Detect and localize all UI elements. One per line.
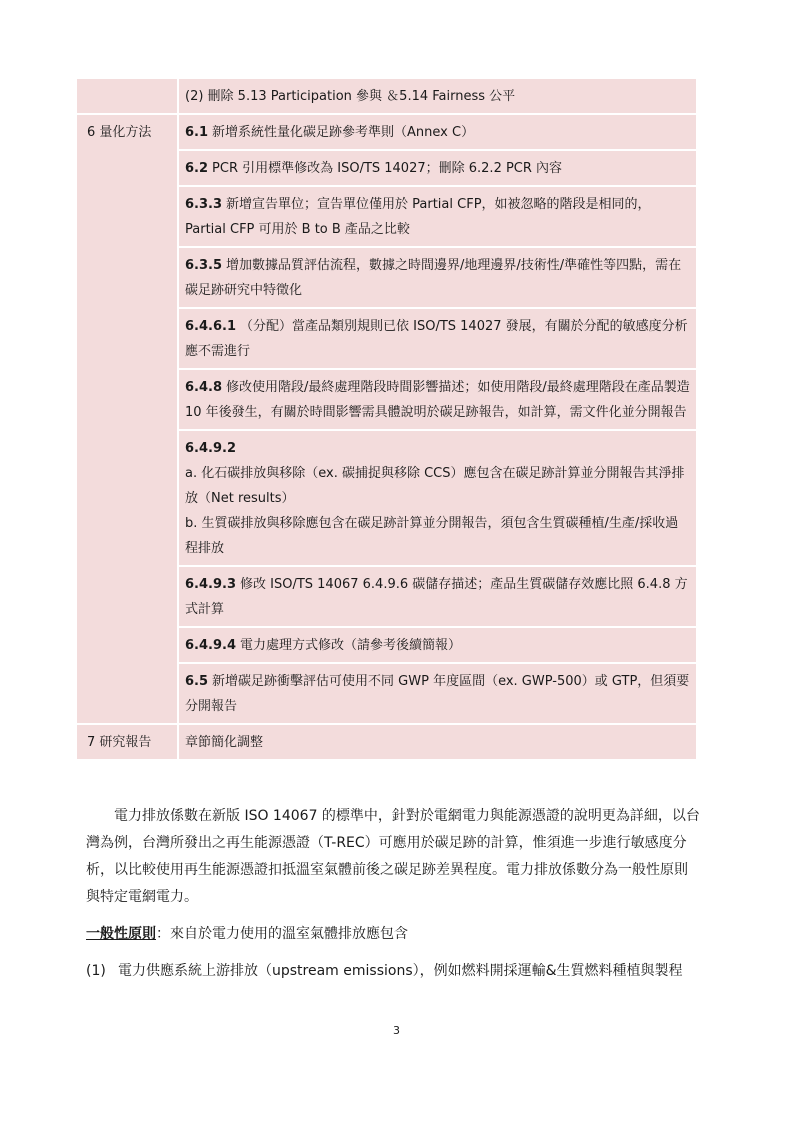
clause-line: a. 化石碳排放與移除（ex. 碳捕捉與移除 CCS）應包含在碳足跡計算並分開報告其淨排放（Net results） bbox=[185, 466, 685, 506]
change-cell bbox=[178, 150, 697, 186]
list-number: (1) bbox=[86, 963, 106, 979]
clause-code: 6.1 bbox=[185, 125, 209, 140]
clause-code: 6.4.9.3 bbox=[185, 577, 236, 592]
change-cell bbox=[178, 566, 697, 627]
clause-text: （分配）當產品類別規則已依 ISO/TS 14027 發展，有關於分配的敏感度分析應不需進行 bbox=[185, 319, 688, 359]
clause-text: PCR 引用標準修改為 ISO/TS 14027；刪除 6.2.2 PCR 內容 bbox=[212, 161, 563, 176]
list-text: 電力供應系統上游排放（upstream emissions），例如燃料開採運輸&生質燃料種植與製程 bbox=[118, 963, 683, 979]
clause-text: 新增系統性量化碳足跡參考準則（Annex C） bbox=[212, 125, 475, 140]
section-cell: 6 量化方法 bbox=[76, 114, 178, 724]
change-cell bbox=[178, 247, 697, 308]
section-cell bbox=[76, 78, 178, 114]
page-number: 3 bbox=[393, 1024, 400, 1037]
clause-text: 修改 ISO/TS 14067 6.4.9.6 碳儲存描述；產品生質碳儲存效應比照 6.4.8 方式計算 bbox=[185, 577, 688, 617]
change-cell bbox=[178, 430, 697, 566]
change-cell bbox=[178, 369, 697, 430]
list-item bbox=[86, 958, 700, 985]
clause-code: 6.3.3 bbox=[185, 197, 223, 212]
body-paragraph: 電力排放係數在新版 ISO 14067 的標準中，針對於電網電力與能源憑證的說明更為詳細，以台灣為例，台灣所發出之再生能源憑證（T-REC）可應用於碳足跡的計算，惟須進一步進行敏感度分析，以比較使用再生能源憑證扣抵溫室氣體前後之碳足跡差異程度。電力排放係數分為一般性原則與特定電網電力。 bbox=[86, 808, 700, 905]
clause-code: 6.2 bbox=[185, 161, 209, 176]
table-row bbox=[76, 724, 697, 760]
change-cell bbox=[178, 663, 697, 724]
clause-text: 增加數據品質評估流程，數據之時間邊界/地理邊界/技術性/準確性等四點，需在碳足跡研究中特徵化 bbox=[185, 258, 682, 298]
clause-text: 新增碳足跡衝擊評估可使用不同 GWP 年度區間（ex. GWP-500）或 GTP，但須要分開報告 bbox=[185, 674, 690, 714]
section-cell: 7 研究報告 bbox=[76, 724, 178, 760]
section-heading-rest: ：來自於電力使用的溫室氣體排放應包含 bbox=[156, 926, 408, 942]
clause-code: 6.4.6.1 bbox=[185, 319, 236, 334]
section-heading: 一般性原則 bbox=[86, 926, 156, 942]
general-principle-line bbox=[86, 921, 700, 948]
change-cell bbox=[178, 308, 697, 369]
clause-text: (2) 刪除 5.13 Participation 參與 ＆5.14 Fairness 公平 bbox=[185, 89, 516, 104]
clause-code: 6.5 bbox=[185, 674, 209, 689]
clause-text: 新增宣告單位；宣告單位僅用於 Partial CFP，如被忽略的階段是相同的，Partial CFP 可用於 B to B 產品之比較 bbox=[185, 197, 651, 237]
change-cell bbox=[178, 78, 697, 114]
clause-line: b. 生質碳排放與移除應包含在碳足跡計算並分開報告，須包含生質碳種植/生產/採收過程排放 bbox=[185, 516, 679, 556]
change-cell bbox=[178, 114, 697, 150]
change-cell bbox=[178, 627, 697, 663]
changes-table bbox=[75, 77, 698, 761]
clause-text: 章節簡化調整 bbox=[185, 735, 264, 750]
clause-code: 6.4.9.4 bbox=[185, 638, 236, 653]
clause-code: 6.3.5 bbox=[185, 258, 223, 273]
clause-code: 6.4.9.2 bbox=[185, 441, 236, 456]
clause-text: 修改使用階段/最終處理階段時間影響描述；如使用階段/最終處理階段在產品製造 10 年後發生，有關於時間影響需具體說明於碳足跡報告，如計算，需文件化並分開報告 bbox=[185, 380, 690, 420]
clause-text: 電力處理方式修改（請參考後續簡報） bbox=[240, 638, 462, 653]
table-row bbox=[76, 114, 697, 150]
clause-code: 6.4.8 bbox=[185, 380, 223, 395]
table-row bbox=[76, 78, 697, 114]
change-cell bbox=[178, 186, 697, 247]
change-cell bbox=[178, 724, 697, 760]
